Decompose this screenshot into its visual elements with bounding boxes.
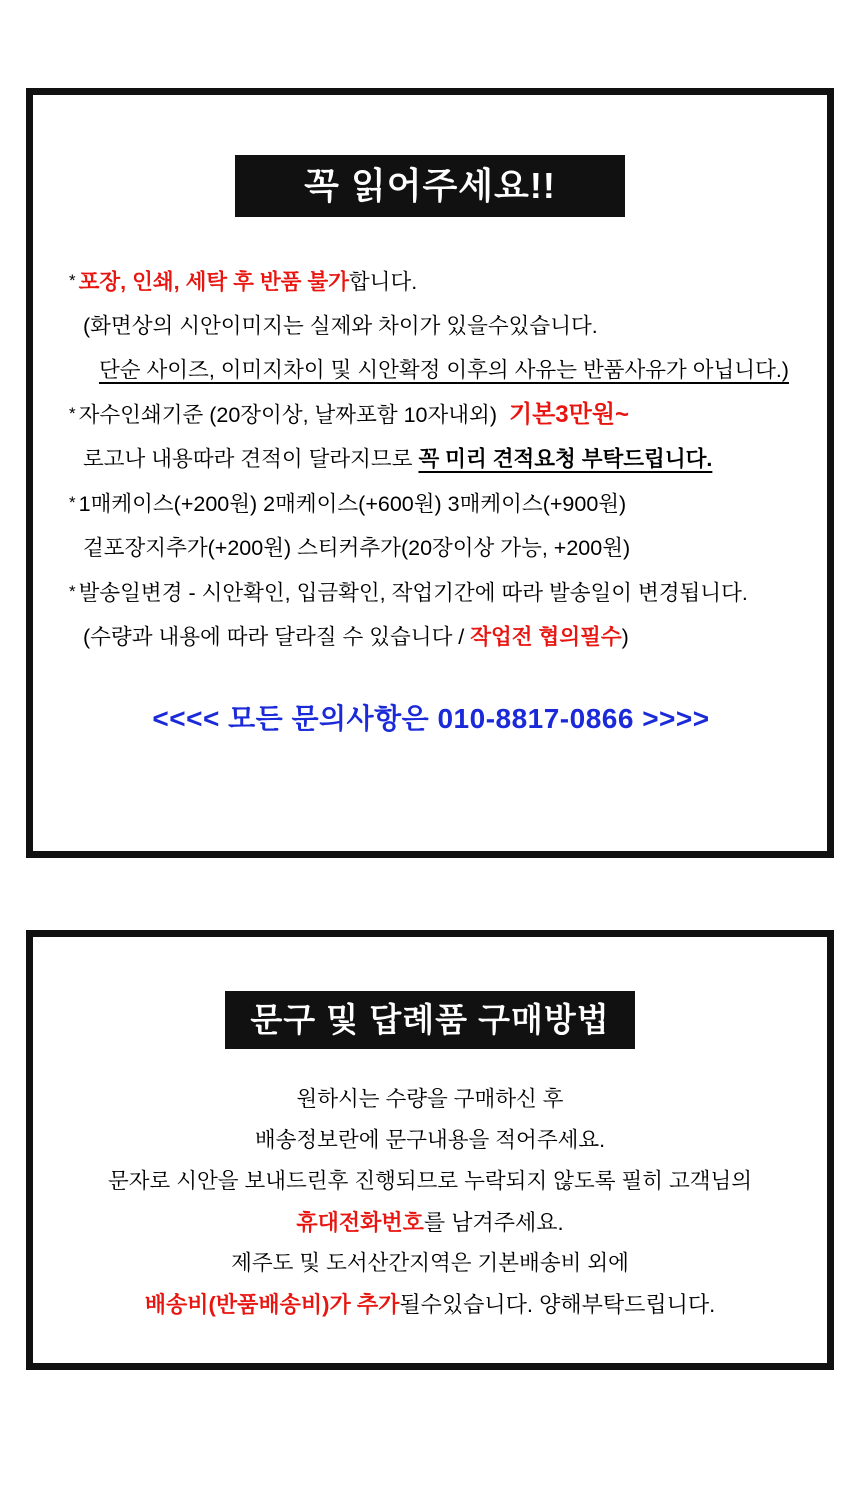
purchase-line-3: 문자로 시안을 보내드린후 진행되므로 누락되지 않도록 필히 고객님의 xyxy=(107,1169,753,1193)
purchase-line-6 xyxy=(63,1284,797,1325)
purchase-panel xyxy=(26,930,834,1370)
purchase-line-6-rest: 될수있습니다. 양해부탁드립니다. xyxy=(399,1292,716,1317)
bullet-marker: * xyxy=(69,493,76,512)
notice-line-4-text: 자수인쇄기준 (20장이상, 날짜포함 10자내외) xyxy=(78,403,497,427)
bullet-marker: * xyxy=(69,404,76,423)
notice-panel xyxy=(26,88,834,858)
notice-line-1-highlight: 포장, 인쇄, 세탁 후 반품 불가 xyxy=(78,270,349,294)
notice-line-5-emphasis: 꼭 미리 견적요청 부탁드립니다. xyxy=(418,447,713,471)
notice-content xyxy=(63,259,797,737)
notice-line-9-post: ) xyxy=(621,625,629,649)
notice-line-5 xyxy=(69,437,793,481)
notice-line-4-price: 기본3만원~ xyxy=(508,401,630,428)
purchase-line-4 xyxy=(63,1202,797,1243)
notice-banner-title: 꼭 읽어주세요!! xyxy=(235,155,625,217)
notice-line-2: (화면상의 시안이미지는 실제와 차이가 있을수있습니다. xyxy=(83,314,598,338)
notice-line-6 xyxy=(69,481,793,526)
notice-line-3 xyxy=(69,348,793,392)
purchase-line-6-highlight: 배송비(반품배송비)가 추가 xyxy=(144,1292,400,1317)
notice-line-8-text: 발송일변경 - 시안확인, 입금확인, 작업기간에 따라 발송일이 변경됩니다. xyxy=(78,581,748,605)
notice-line-7: 겉포장지추가(+200원) 스티커추가(20장이상 가능, +200원) xyxy=(83,536,631,560)
purchase-line-2: 배송정보란에 문구내용을 적어주세요. xyxy=(254,1128,606,1152)
notice-line-9-highlight: 작업전 협의필수 xyxy=(470,625,622,649)
notice-line-9 xyxy=(69,615,793,659)
notice-line-5-text: 로고나 내용따라 견적이 달라지므로 xyxy=(83,447,419,471)
bullet-marker: * xyxy=(69,582,76,601)
purchase-line-4-rest: 를 남겨주세요. xyxy=(423,1210,564,1235)
notice-line-1-rest: 합니다. xyxy=(348,270,418,294)
purchase-banner-title: 문구 및 답례품 구매방법 xyxy=(225,991,635,1049)
purchase-line-5: 제주도 및 도서산간지역은 기본배송비 외에 xyxy=(231,1251,629,1275)
notice-line-3-text: 단순 사이즈, 이미지차이 및 시안확정 이후의 사유는 반품사유가 아닙니다.) xyxy=(99,358,789,382)
purchase-content xyxy=(63,1079,797,1325)
notice-line-9-pre: (수량과 내용에 따라 달라질 수 있습니다 / xyxy=(83,625,471,649)
purchase-line-4-highlight: 휴대전화번호 xyxy=(296,1210,424,1235)
purchase-line-1: 원하시는 수량을 구매하신 후 xyxy=(296,1087,564,1111)
contact-phone-line: <<<< 모든 문의사항은 010-8817-0866 >>>> xyxy=(152,703,710,734)
notice-line-4 xyxy=(69,392,793,437)
notice-line-1 xyxy=(69,259,793,304)
notice-line-8 xyxy=(69,570,793,615)
notice-line-6-text: 1매케이스(+200원) 2매케이스(+600원) 3매케이스(+900원) xyxy=(78,492,627,516)
bullet-marker: * xyxy=(69,271,76,290)
